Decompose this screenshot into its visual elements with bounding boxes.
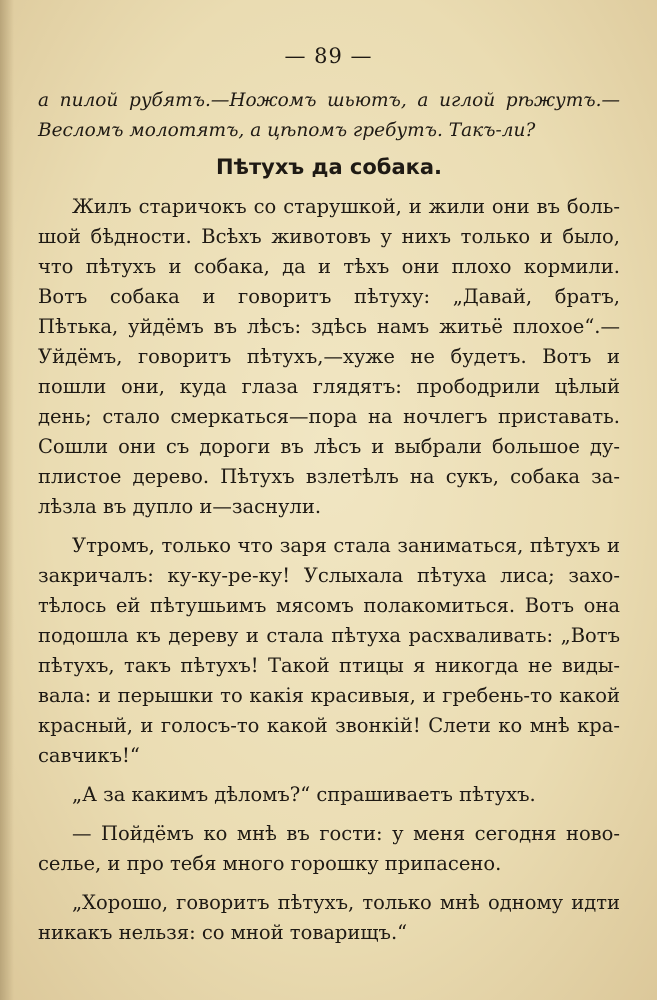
paragraph bbox=[38, 888, 620, 948]
text-line: — Пойдёмъ ко мнѣ въ гости: у меня сегодня ново- bbox=[72, 822, 620, 845]
text-line: селье, и про тебя много горошку припасено. bbox=[38, 852, 502, 875]
paragraph bbox=[38, 780, 620, 810]
paragraph bbox=[38, 531, 620, 771]
text-line: шой бѣдности. Всѣхъ животовъ у нихъ только и было, bbox=[38, 225, 620, 248]
intro-line: а пилой рубятъ.—Ножомъ шьютъ, а иглой рѣжутъ.— bbox=[38, 90, 620, 111]
text-line: день; стало смеркаться—пора на ночлегъ приставать. bbox=[38, 405, 620, 428]
text-line: Утромъ, только что заря стала заниматься, пѣтухъ и bbox=[72, 534, 620, 557]
text-line: Сошли они съ дороги въ лѣсъ и выбрали большое ду- bbox=[38, 435, 620, 458]
text-line: Вотъ собака и говоритъ пѣтуху: „Давай, братъ, bbox=[38, 285, 620, 308]
text-line: пѣтухъ, такъ пѣтухъ! Такой птицы я никогда не виды- bbox=[38, 654, 620, 677]
text-line: „А за какимъ дѣломъ?“ спрашиваетъ пѣтухъ. bbox=[72, 783, 536, 806]
paragraph bbox=[38, 192, 620, 522]
text-line: „Хорошо, говоритъ пѣтухъ, только мнѣ одному идти bbox=[72, 891, 620, 914]
text-line: савчикъ!“ bbox=[38, 744, 140, 767]
paragraph bbox=[38, 819, 620, 879]
paragraph-gap bbox=[38, 879, 620, 888]
text-line: закричалъ: ку-ку-ре-ку! Услыхала пѣтуха лиса; захо- bbox=[38, 564, 620, 587]
paragraph-gap bbox=[38, 771, 620, 780]
text-line: Жилъ старичокъ со старушкой, и жили они въ боль- bbox=[72, 195, 620, 218]
paragraph-gap bbox=[38, 810, 620, 819]
text-line: тѣлось ей пѣтушьимъ мясомъ полакомиться. Вотъ она bbox=[38, 594, 620, 617]
text-line: плистое дерево. Пѣтухъ взлетѣлъ на сукъ, собака за- bbox=[38, 465, 620, 488]
text-line: что пѣтухъ и собака, да и тѣхъ они плохо кормили. bbox=[38, 255, 620, 278]
text-line: Уйдёмъ, говоритъ пѣтухъ,—хуже не будетъ. Вотъ и bbox=[38, 345, 620, 368]
text-line: Пѣтька, уйдёмъ въ лѣсъ: здѣсь намъ житьё плохое“.— bbox=[38, 315, 620, 338]
story-title: Пѣтухъ да собака. bbox=[215, 155, 443, 179]
paragraph-gap bbox=[38, 522, 620, 531]
intro-line: Весломъ молотятъ, а цѣпомъ гребутъ. Такъ-ли? bbox=[38, 120, 536, 141]
page-number: — 89 — bbox=[284, 44, 373, 68]
story-text bbox=[38, 192, 620, 948]
text-line: пошли они, куда глаза глядятъ: прободрили цѣлый bbox=[38, 375, 620, 398]
text-line: красный, и голосъ-то какой звонкій! Слети ко мнѣ кра- bbox=[38, 714, 620, 737]
page-body bbox=[38, 86, 620, 948]
text-line: никакъ нельзя: со мной товарищъ.“ bbox=[38, 921, 408, 944]
text-line: подошла къ дереву и стала пѣтуха расхваливать: „Вотъ bbox=[38, 624, 620, 647]
text-line: вала: и перышки то какія красивыя, и гребень-то какой bbox=[38, 684, 620, 707]
text-line: лѣзла въ дупло и—заснули. bbox=[38, 495, 322, 518]
